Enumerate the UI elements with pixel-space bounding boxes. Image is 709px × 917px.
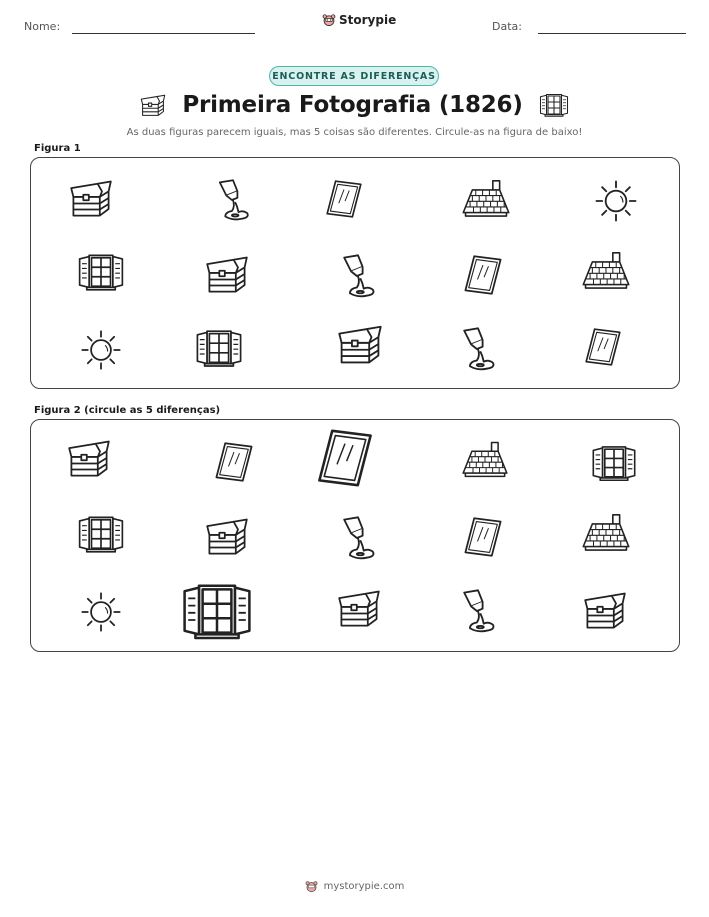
fig2-photo-plate-icon[interactable] (309, 426, 381, 490)
name-line[interactable] (72, 33, 255, 34)
fig2-photo-plate-icon[interactable] (211, 440, 257, 484)
instructions: As duas figuras parecem iguais, mas 5 coisas são diferentes. Circule-as na figura de baixo! (126, 127, 583, 138)
fig1-spilled-bottle-icon (335, 253, 381, 299)
figure1-panel (30, 157, 680, 389)
fig1-sun-icon (593, 178, 639, 224)
page-title: Primeira Fotografia (1826) (182, 92, 523, 118)
footer-url[interactable]: mystorypie.com (323, 881, 405, 892)
fig1-spilled-bottle-icon (211, 178, 255, 222)
fig2-window-icon[interactable] (77, 515, 125, 553)
fig2-treasure-chest-icon[interactable] (67, 438, 111, 478)
fig2-tiled-roof-icon[interactable] (581, 512, 631, 554)
fig2-treasure-chest-icon[interactable] (337, 588, 381, 628)
fig1-photo-plate-icon (459, 253, 507, 297)
fig2-photo-plate-icon[interactable] (459, 515, 507, 559)
fig1-photo-plate-icon (579, 326, 627, 368)
figure1-label: Figura 1 (34, 143, 81, 154)
fig2-sun-icon[interactable] (79, 590, 123, 634)
fig1-window-icon (195, 328, 243, 368)
treasure-chest-icon (140, 93, 166, 117)
fig2-window-icon[interactable] (181, 582, 253, 640)
fig2-spilled-bottle-icon[interactable] (335, 515, 381, 561)
fig1-tiled-roof-icon (581, 250, 631, 292)
fig1-window-icon (77, 253, 125, 291)
date-line[interactable] (538, 33, 686, 34)
fig2-spilled-bottle-icon[interactable] (455, 588, 501, 634)
figure2-panel[interactable] (30, 419, 680, 652)
footer (0, 880, 709, 893)
fig1-treasure-chest-icon (69, 178, 113, 218)
storypie-mascot-icon (322, 13, 336, 27)
fig1-treasure-chest-icon (205, 253, 249, 295)
fig1-spilled-bottle-icon (455, 326, 501, 372)
name-label: Nome: (24, 20, 61, 33)
fig2-treasure-chest-icon[interactable] (205, 515, 249, 557)
figure2-label: Figura 2 (circule as 5 diferenças) (34, 405, 221, 416)
fig1-treasure-chest-icon (337, 323, 383, 365)
date-label: Data: (492, 20, 522, 33)
window-icon (539, 93, 569, 117)
fig1-tiled-roof-icon (461, 178, 511, 220)
fig2-treasure-chest-icon[interactable] (583, 590, 627, 630)
fig2-window-icon[interactable] (591, 444, 637, 482)
fig1-sun-icon (79, 328, 123, 372)
activity-badge: ENCONTRE AS DIFERENÇAS (269, 66, 439, 86)
title-row (0, 92, 709, 118)
storypie-logo (322, 13, 396, 27)
brand-name: Storypie (339, 13, 397, 27)
fig1-photo-plate-icon (321, 178, 367, 220)
storypie-mascot-icon (305, 880, 318, 893)
fig2-tiled-roof-icon[interactable] (461, 438, 509, 482)
